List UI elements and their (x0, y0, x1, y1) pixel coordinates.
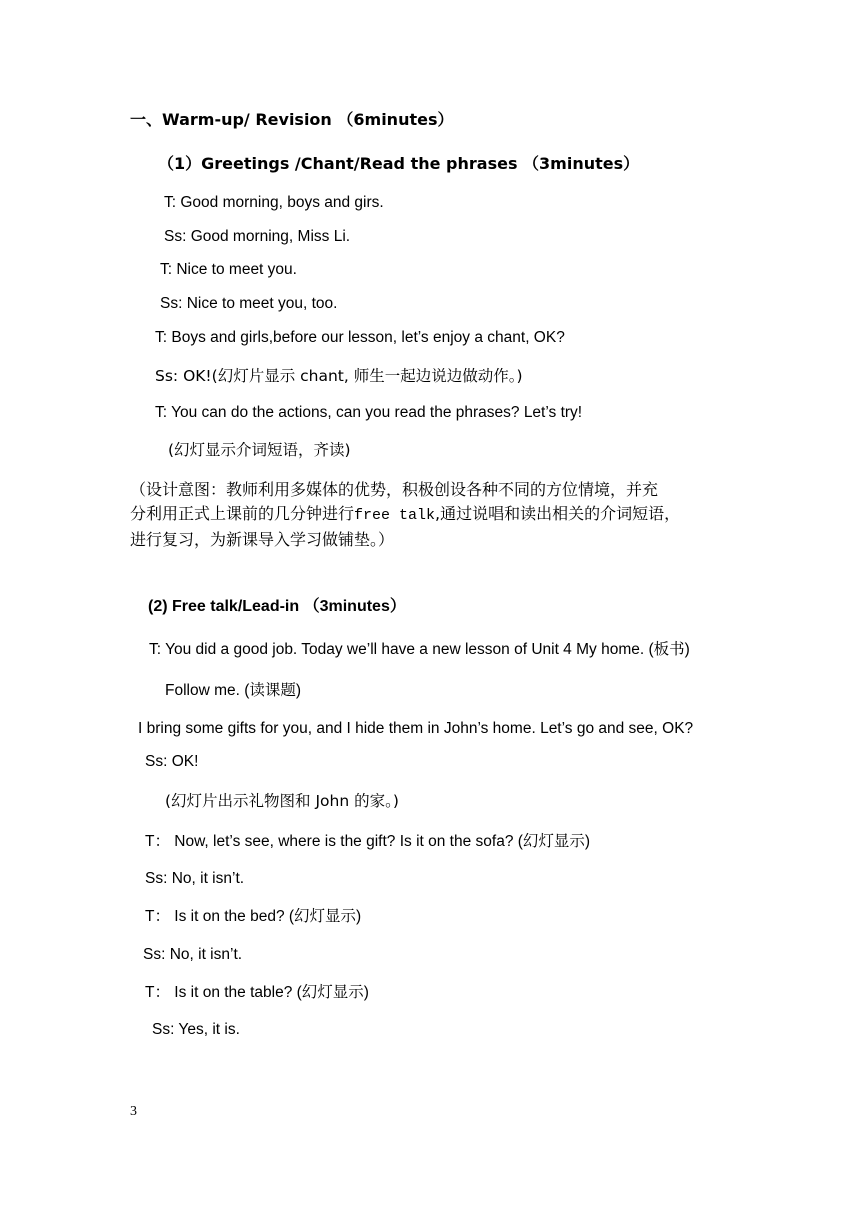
dialogue-line: I bring some gifts for you, and I hide them in John’s home. Let’s go and see, OK? (138, 720, 694, 737)
dialogue-line: T: Boys and girls,before our lesson, let’s enjoy a chant, OK? (155, 329, 565, 346)
design-note-line (130, 502, 730, 528)
dialogue-line: T： Is it on the bed? (幻灯显示) (145, 908, 362, 925)
dialogue-line: T： Is it on the table? (幻灯显示) (145, 984, 369, 1001)
dialogue-line: T: You did a good job. Today we’ll have a new lesson of Unit 4 My home. (板书) (149, 641, 690, 658)
design-note-line: （设计意图：教师利用多媒体的优势，积极创设各种不同的方位情境，并充 (130, 480, 659, 499)
section2-heading: (2) Free talk/Lead-in （3minutes） (148, 598, 406, 615)
dialogue-line: Follow me. (读课题) (165, 682, 302, 699)
design-note-text: ,通过说唱和读出相关的介词短语， (435, 504, 681, 523)
sub1-heading: （1）Greetings /Chant/Read the phrases （3minutes） (158, 154, 640, 173)
dialogue-line: Ss: No, it isn’t. (143, 946, 243, 963)
page-number: 3 (130, 1104, 137, 1119)
design-note-text: 分利用正式上课前的几分钟进行 (130, 504, 355, 523)
dialogue-line: Ss: OK! (145, 753, 199, 770)
stage-direction: (幻灯片出示礼物图和 John 的家。) (165, 792, 399, 810)
design-note-line: 进行复习，为新课导入学习做铺垫。） (130, 530, 395, 549)
dialogue-line: Ss: Good morning, Miss Li. (164, 228, 351, 245)
dialogue-line: T: Nice to meet you. (160, 261, 297, 278)
section1-heading: 一、Warm-up/ Revision （6minutes） (130, 110, 454, 129)
dialogue-line: Ss: OK!(幻灯片显示 chant, 师生一起边说边做动作。) (155, 367, 523, 385)
dialogue-line: T: You can do the actions, can you read the phrases? Let’s try! (155, 404, 583, 421)
design-note-mono: free talk (354, 507, 436, 524)
dialogue-line: Ss: Yes, it is. (152, 1021, 240, 1038)
design-note (130, 478, 730, 552)
dialogue-line: T: Good morning, boys and girs. (164, 194, 384, 211)
stage-direction: (幻灯显示介词短语，齐读) (168, 441, 351, 459)
dialogue-line: Ss: Nice to meet you, too. (160, 295, 338, 312)
dialogue-line: T： Now, let’s see, where is the gift? Is it on the sofa? (幻灯显示) (145, 833, 591, 850)
dialogue-line: Ss: No, it isn’t. (145, 870, 245, 887)
